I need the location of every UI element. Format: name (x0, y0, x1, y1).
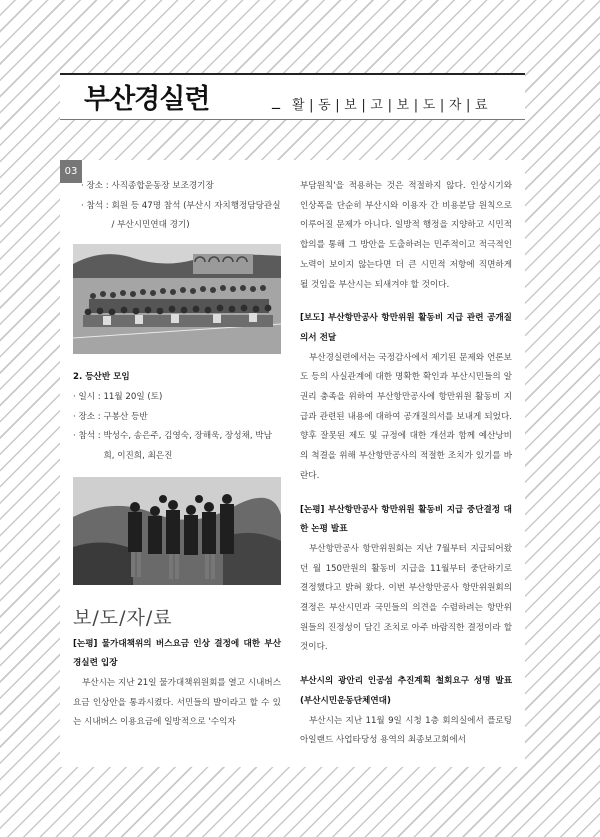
activity2-place-value: 구봉산 등반 (103, 411, 148, 422)
activity2-attendees (73, 427, 281, 466)
activity1-place-value: 사직종합운동장 보조경기장 (111, 181, 214, 191)
subtitle-prefix: _ (272, 90, 280, 109)
section-subtitle: 활|동|보|고|보|도|자|료 (292, 98, 493, 113)
activity2-attendees-value: 박성수, 송은주, 김영숙, 장해욱, 장성채, 박남희, 이진희, 최은진 (103, 431, 272, 461)
article2-body: 부산경실련에서는 국정감사에서 제기된 문제와 언론보도 등의 사실관계에 대한 명확한 확인과 부산시민들의 알권리 충족을 위하여 부산항만공사에 항만위원 활동비 지급과 관련된 내용에 대하여 공개질의서를 보내게 되었다. 향후 잘못된 제도 및 규정에 대한 개선과 함께 예산낭비의 척결을 위해 부산항만공사의 적절한 조치가 있기를 바란다. (300, 352, 512, 481)
activity1-attendees-value: 회원 등 47명 참석 (부산시 자치행정담당관실 / 부산시민연대 경기) (111, 200, 281, 231)
article3-body: 부산항만공사 항만위원회는 지난 7월부터 지급되어왔던 월 150만원의 활동비 지급을 11월부터 중단하기로 결정했다고 밝혀 왔다. 이번 부산항만공사 항만위원회의 결정은 부산시민과 국민들의 의견을 수렴하려는 항만위원들의 진정성이 담긴 조치로 아주 바람직한 결정이라 할 것이다. (300, 543, 512, 653)
activity2-date (73, 388, 281, 408)
left-column (73, 160, 281, 733)
article1-body: 부산시는 지난 21일 물가대책위원회를 열고 시내버스 요금 인상안을 통과시켰다. 서민들의 발이라고 할 수 있는 시내버스 이용요금에 일방적으로 '수익자 (73, 678, 281, 728)
article4-title: 부산시의 광안리 인공섬 추진계획 철회요구 성명 발표(부산시민운동단체연대) (300, 676, 512, 706)
activity2-place-label: · 장소 : (73, 411, 104, 422)
article4-body: 부산시는 지난 11월 9일 시청 1층 회의실에서 플로팅 아일랜드 사업타당성 용역의 최종보고회에서 (300, 715, 512, 746)
page-title: 부산경실련 (84, 84, 210, 115)
activity2-date-label: · 일시 : (73, 391, 104, 402)
press-release-section-title: 보/도/자/료 (73, 606, 173, 629)
activity1-place-label: · 장소 : (81, 181, 112, 191)
content-panel (60, 160, 525, 767)
activity2-attendees-label: · 참석 : (73, 431, 104, 442)
soccer-group-photo (73, 244, 281, 354)
hiking-group-photo (73, 477, 281, 585)
activity1-attendees (81, 197, 281, 236)
right-column (300, 160, 512, 751)
activity2-date-value: 11월 20일 (토) (103, 391, 163, 402)
header-bar (60, 73, 525, 120)
article1-continued: 부담원칙'을 적용하는 것은 적절하지 않다. 인상시기와 인상폭을 단순히 부산시와 이용자 간 비용분담 원칙으로 이루어질 문제가 아니다. 일방적 행정을 지양하고 시민적 합의를 통해 그 방안을 도출하려는 민주적이고 적극적인 노력이 보이지 않는다면 더 큰 시민적 저항에 직면하게 될 것임을 부산시는 되새겨야 할 것이다. (300, 181, 512, 290)
activity1-attendees-label: · 참석 : (81, 200, 112, 211)
page-number-badge: 03 (60, 160, 82, 183)
activity2-title: 2. 등산반 모임 (73, 372, 130, 383)
article2-title: [보도] 부산항만공사 항만위원 활동비 지급 관련 공개질의서 전달 (300, 313, 512, 343)
article3-title: [논평] 부산항만공사 항만위원 활동비 지급 중단결정 대한 논평 발표 (300, 504, 512, 535)
activity2-place (73, 408, 281, 428)
article1-title: [논평] 물가대책위의 버스요금 인상 결정에 대한 부산경실련 입장 (73, 638, 281, 669)
activity1-place (81, 177, 281, 197)
